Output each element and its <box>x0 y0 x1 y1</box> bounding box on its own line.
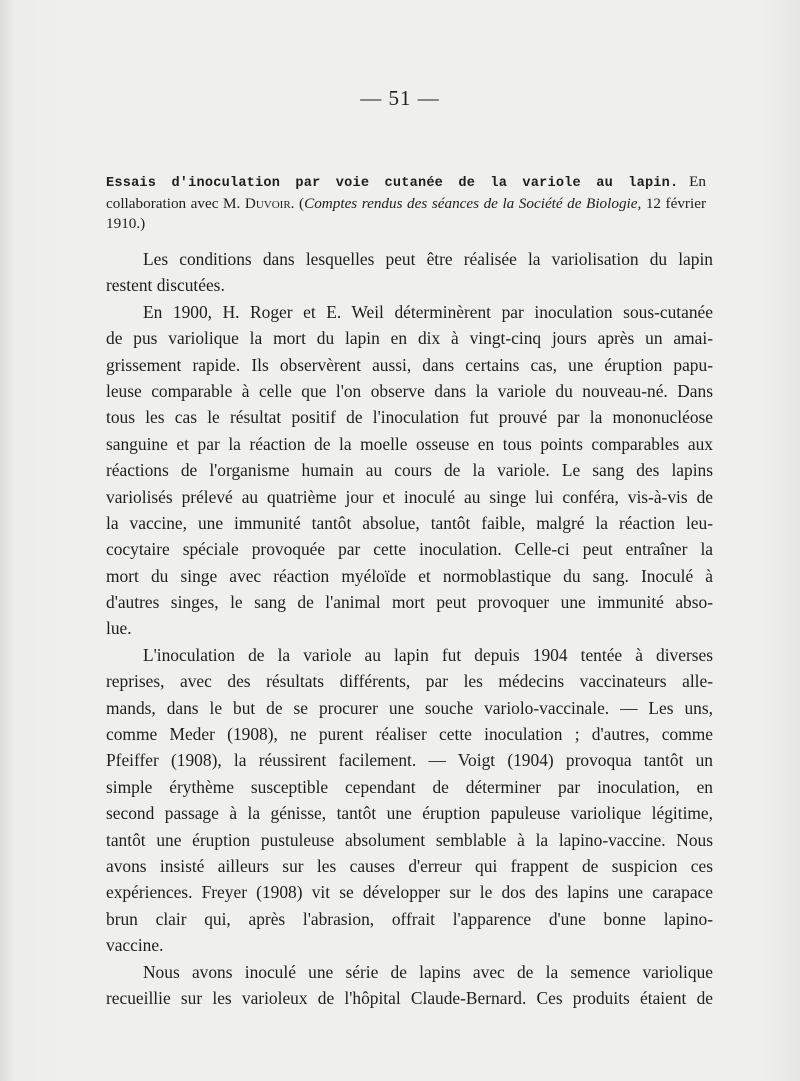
body-line: expériences. Freyer (1908) vit se développer sur le dos des lapins une carapace <box>106 882 713 903</box>
body-line: de pus variolique la mort du lapin en dix à vingt-cinq jours après un amai- <box>106 328 713 349</box>
article-title: Essais d'inoculation par voie cutanée de la variole au lapin. <box>106 176 679 191</box>
body-line: cocytaire spéciale provoquée par cette inoculation. Celle-ci peut entraîner la <box>106 539 713 560</box>
article-body <box>106 246 713 1011</box>
body-line: réactions de l'organisme humain au cours de la variole. Le sang des lapins <box>106 460 713 481</box>
body-line: leuse comparable à celle que l'on observe dans la variole du nouveau-né. Dans <box>106 380 713 401</box>
body-line: tantôt une éruption pustuleuse absolument semblable à la lapino-vaccine. Nous <box>106 829 713 850</box>
body-line: mands, dans le but de se procurer une souche variolo-vaccinale. — Les uns, <box>106 697 713 718</box>
body-line: la vaccine, une immunité tantôt absolue, tantôt faible, malgré la réaction leu- <box>106 512 713 533</box>
body-line: restent discutées. <box>106 275 225 296</box>
body-line: recueillie sur les varioleux de l'hôpital Claude-Bernard. Ces produits étaient de <box>106 987 713 1008</box>
body-line: L'inoculation de la variole au lapin fut depuis 1904 tentée à diverses <box>143 644 713 665</box>
body-line: lue. <box>106 618 132 639</box>
body-line: sanguine et par la réaction de la moelle osseuse en tous points comparables aux <box>106 433 713 454</box>
page-number: — 51 — <box>360 86 440 110</box>
body-line: Pfeiffer (1908), la réussirent facilement. — Voigt (1904) provoqua tantôt un <box>106 750 713 771</box>
citation-date: 12 février 1910.) <box>106 195 707 232</box>
body-line: comme Meder (1908), ne purent réaliser cette inoculation ; d'autres, comme <box>106 724 713 745</box>
body-line: Nous avons inoculé une série de lapins avec de la semence variolique <box>143 961 713 982</box>
body-line: tous les cas le résultat positif de l'inoculation fut prouvé par la mononucléose <box>106 407 713 428</box>
citation-source: Comptes rendus des séances de la Société de Biologie, <box>304 195 642 212</box>
body-line: reprises, avec des résultats différents, par les médecins vaccinateurs alle- <box>106 671 713 692</box>
citation-open: ( <box>299 195 305 212</box>
author-name: Duvoir. <box>244 195 295 212</box>
body-line: brun clair qui, après l'abrasion, offrait l'apparence d'une bonne lapino- <box>106 908 713 929</box>
collaboration-note: En collaboration avec <box>106 173 707 212</box>
body-line: variolisés prélevé au quatrième jour et inoculé au singe lui conféra, vis-à-vis de <box>106 486 713 507</box>
body-line: Les conditions dans lesquelles peut être réalisée la variolisation du lapin <box>143 249 713 269</box>
body-line: vaccine. <box>106 935 164 956</box>
body-line: mort du singe avec réaction myéloïde et normoblastique du sang. Inoculé à <box>106 565 713 586</box>
body-line: second passage à la génisse, tantôt une éruption papuleuse variolique légitime, <box>106 803 713 824</box>
body-line: grissement rapide. Ils observèrent aussi, dans certains cas, une éruption papu- <box>106 354 713 375</box>
article-header <box>106 172 706 234</box>
body-line: d'autres singes, le sang de l'animal mort peut provoquer une immunité abso- <box>106 592 713 613</box>
author-prefix: M. <box>223 195 241 212</box>
body-line: En 1900, H. Roger et E. Weil déterminèrent par inoculation sous-cutanée <box>143 301 713 322</box>
body-line: avons insisté ailleurs sur les causes d'erreur qui frappent de suspicion ces <box>106 855 713 876</box>
body-line: simple érythème susceptible cependant de déterminer par inoculation, en <box>106 776 713 797</box>
